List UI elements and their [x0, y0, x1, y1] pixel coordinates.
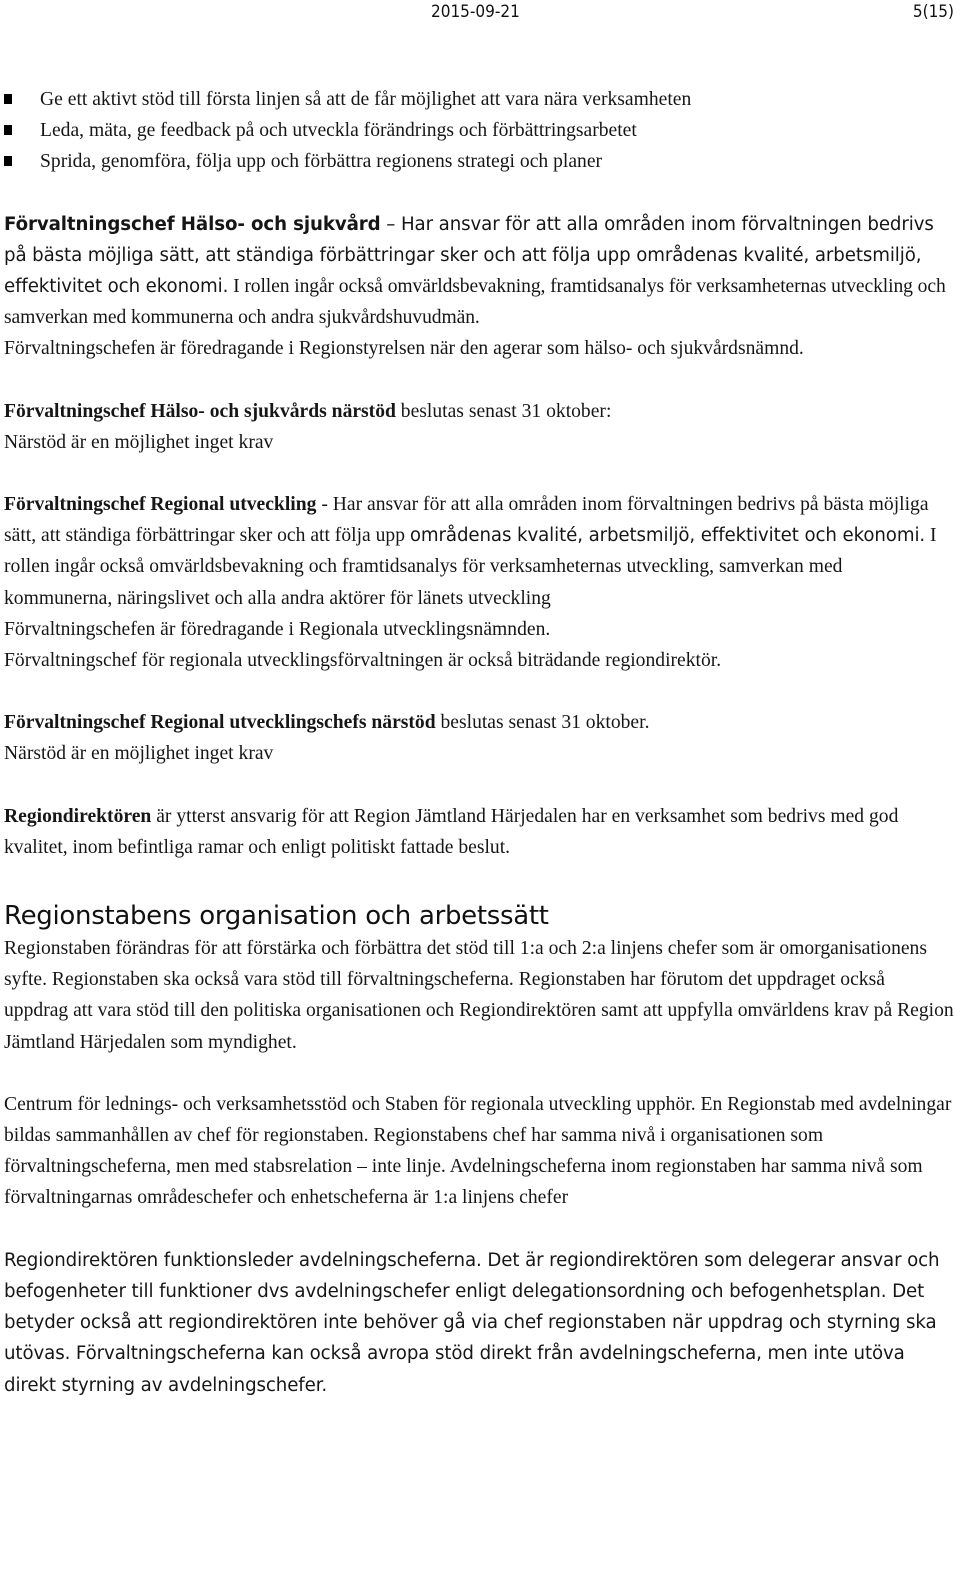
paragraph-regional-line3: Förvaltningschef för regionala utvecklingsförvaltningen är också biträdande regiondirektör.	[4, 650, 722, 672]
role-text-2: I rollen ingår också omvärldsbevakning och framtidsanalys för verksamheternas utveckling, samverkan med kommunerna, näringslivet och alla andra aktörer för länets utveckling	[4, 525, 937, 609]
section-paragraph-2: Centrum för lednings- och verksamhetsstöd och Staben för regionala utveckling upphör. En Regionstab med avdelningar bildas sammanhållen av chef för regionstaben. Regionstabens chef har samma nivå i organisationen som förvaltningscheferna, men med stabsrelation – inte linje. Avdelningscheferna inom regionstaben har samma nivå som förvaltningarnas områdeschefer och enhetscheferna är 1:a linjens chefer	[4, 1093, 952, 1209]
narstod-text: beslutas senast 31 oktober.	[435, 712, 650, 734]
spacer	[4, 1214, 954, 1245]
bullet-item	[4, 115, 954, 146]
spacer	[4, 863, 954, 899]
role-text: är ytterst ansvarig för att Region Jämtland Härjedalen har en verksamhet som bedrivs med god kvalitet, inom befintliga ramar och enligt politiskt fattade beslut.	[4, 805, 899, 858]
spacer	[4, 676, 954, 707]
section-paragraph-3: Regiondirektören funktionsleder avdelningscheferna. Det är regiondirektören som delegerar ansvar och befogenheter till funktioner dvs avdelningschefer enligt delegationsordning och befogenhetsplan. Det betyder också att regiondirektören inte behöver gå via chef regionstaben när uppdrag och styrning ska utövas. Förvaltningscheferna kan också avropa stöd direkt från avdelningscheferna, men inte utöva direkt styrning av avdelningschefer.	[4, 1249, 940, 1396]
spacer	[4, 1058, 954, 1089]
paragraph-regional-line2: Förvaltningschefen är föredragande i Regionala utvecklingsnämnden.	[4, 618, 551, 640]
header-page-number: 5(15)	[912, 2, 954, 22]
narstod-title: Förvaltningschef Hälso- och sjukvårds närstöd	[4, 400, 396, 422]
spacer	[4, 178, 954, 209]
narstod-title: Förvaltningschef Regional utvecklingschefs närstöd	[4, 712, 436, 734]
role-title: Förvaltningschef Regional utveckling	[4, 494, 317, 516]
bullet-list	[4, 84, 954, 178]
paragraph-regiondirektor	[4, 801, 954, 863]
role-title: Förvaltningschef Hälso- och sjukvård	[4, 213, 381, 235]
bullet-item	[4, 84, 954, 115]
header-date: 2015-09-21	[431, 2, 520, 22]
role-text-sans: områdenas kvalité, arbetsmiljö, effektivitet och ekonomi.	[409, 525, 926, 547]
role-text: - Har ansvar för att alla områden inom förvaltningen bedrivs på bästa möjliga sätt, att ständiga förbättringar sker och att följa upp	[4, 494, 929, 547]
bullet-item	[4, 146, 954, 177]
bullet-text: Leda, mäta, ge feedback på och utveckla förändrings och förbättringsarbetet	[40, 120, 637, 142]
square-bullet-icon	[4, 94, 12, 104]
narstod-note: Närstöd är en möjlighet inget krav	[4, 743, 274, 765]
paragraph-regional-narstod	[4, 707, 954, 738]
page-header	[0, 2, 960, 26]
paragraph-regional-role	[4, 489, 954, 614]
narstod-text: beslutas senast 31 oktober:	[395, 400, 612, 422]
spacer	[4, 365, 954, 396]
role-text: – Har ansvar för att alla områden inom förvaltningen bedrivs på bästa möjliga sätt, att ständiga förbättringar sker och att följa upp områdenas kvalité, arbetsmiljö, effektivitet och ekonomi.	[4, 213, 934, 298]
paragraph-halso-role	[4, 209, 954, 334]
role-title: Regiondirektören	[4, 805, 152, 827]
narstod-note: Närstöd är en möjlighet inget krav	[4, 431, 274, 453]
bullet-text: Ge ett aktivt stöd till första linjen så att de får möjlighet att vara nära verksamheten	[40, 89, 692, 110]
paragraph-halso-line2: Förvaltningschefen är föredragande i Regionstyrelsen när den agerar som hälso- och sjukvårdsnämnd.	[4, 338, 804, 360]
spacer	[4, 770, 954, 801]
square-bullet-icon	[4, 156, 12, 166]
square-bullet-icon	[4, 125, 12, 135]
spacer	[4, 458, 954, 489]
paragraph-halso-narstod	[4, 396, 954, 427]
role-text-2: I rollen ingår också omvärldsbevakning, framtidsanalys för verksamheternas utveckling och samverkan med kommunerna och andra sjukvårdshuvudmän.	[4, 276, 946, 329]
document-body	[4, 84, 954, 1401]
section-heading: Regionstabens organisation och arbetssätt	[4, 901, 549, 932]
section-paragraph-1: Regionstaben förändras för att förstärka och förbättra det stöd till 1:a och 2:a linjens chefer som är omorganisationens syfte. Regionstaben ska också vara stöd till förvaltningscheferna. Regionstaben har förutom det uppdraget också uppdrag att vara stöd till den politiska organisationen och Regiondirektören samt att uppfylla omvärldens krav på Region Jämtland Härjedalen som myndighet.	[4, 938, 954, 1053]
bullet-text: Sprida, genomföra, följa upp och förbättra regionens strategi och planer	[40, 151, 603, 173]
